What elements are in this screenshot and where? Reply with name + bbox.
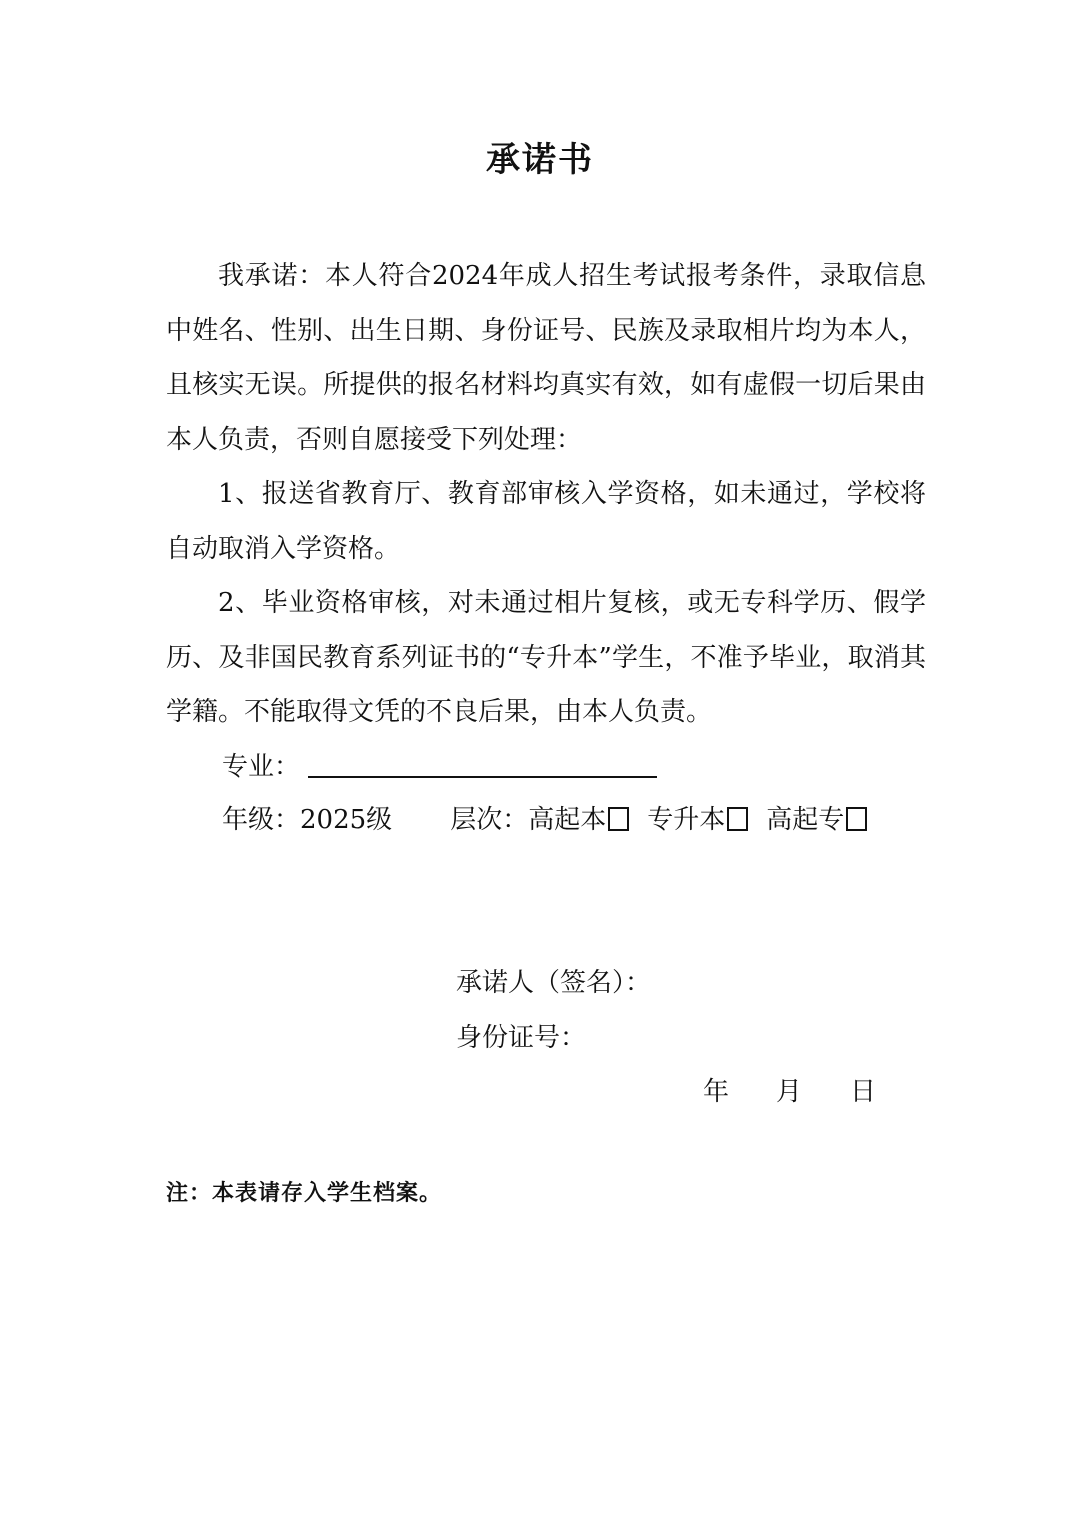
level-option-label: 专升本: [647, 805, 726, 835]
date-year-label: 年: [703, 1077, 730, 1107]
level-option-label: 高起本: [528, 805, 607, 835]
major-field-row: [222, 747, 300, 787]
signer-label: 承诺人（签名）：: [456, 968, 652, 998]
commitment-body: [166, 249, 926, 740]
checkbox-gaoqiben[interactable]: [608, 807, 629, 831]
clause-1-paragraph: 1、报送省教育厅、教育部审核入学资格，如未通过，学校将自动取消入学资格。: [166, 479, 926, 564]
major-label: 专业：: [222, 752, 301, 782]
checkbox-gaoqizhuan[interactable]: [846, 807, 867, 831]
grade-value: 2025级: [300, 805, 393, 835]
commitment-paragraph: 我承诺：本人符合2024年成人招生考试报考条件，录取信息中姓名、性别、出生日期、身份证号、民族及录取相片均为本人，且核实无误。所提供的报名材料均真实有效，如有虚假一切后果由本人负责，否则自愿接受下列处理：: [166, 261, 926, 455]
id-number-row: [456, 1018, 586, 1058]
archive-note: 注：本表请存入学生档案。: [166, 1180, 443, 1206]
date-month-label: 月: [776, 1077, 803, 1107]
signer-row: [456, 963, 651, 1003]
id-number-label: 身份证号：: [456, 1023, 587, 1053]
grade-level-row: [222, 800, 867, 840]
date-day-label: 日: [850, 1077, 877, 1107]
level-option-gaoqiben: [528, 800, 629, 840]
document-title: 承诺书: [486, 140, 594, 180]
grade-label: 年级：: [222, 805, 301, 835]
level-option-gaoqizhuan: [766, 800, 867, 840]
major-input-line[interactable]: [308, 776, 657, 778]
level-option-label: 高起专: [766, 805, 845, 835]
clause-2-paragraph: 2、毕业资格审核，对未通过相片复核，或无专科学历、假学历、及非国民教育系列证书的“专升本”学生，不准予毕业，取消其学籍。不能取得文凭的不良后果，由本人负责。: [166, 588, 926, 727]
checkbox-zhuanshengben[interactable]: [727, 807, 748, 831]
level-label: 层次：: [450, 805, 529, 835]
level-option-zhuanshengben: [647, 800, 748, 840]
